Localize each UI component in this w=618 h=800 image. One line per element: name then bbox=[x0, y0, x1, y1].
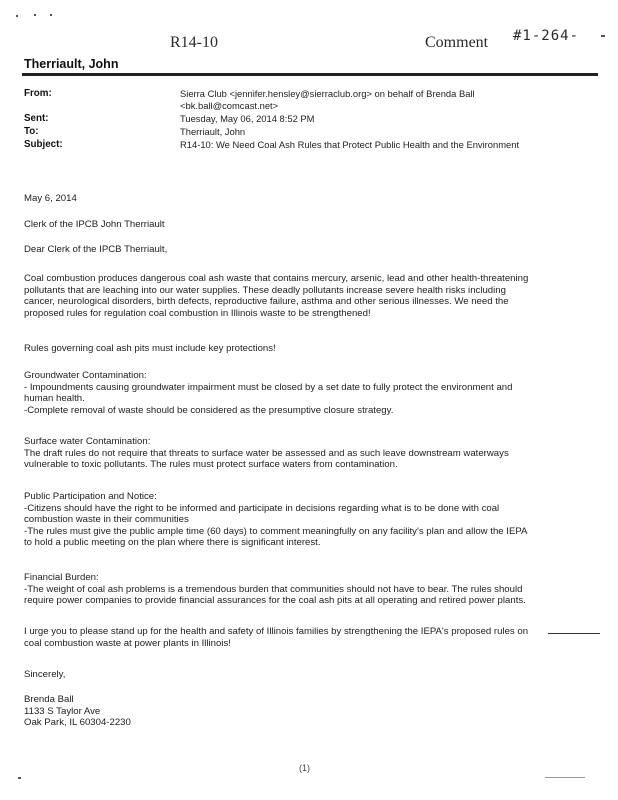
comment-label-stamp: Comment bbox=[425, 34, 489, 51]
signer-name: Brenda Ball bbox=[24, 694, 74, 705]
signer-city: Oak Park, IL 60304-2230 bbox=[24, 717, 131, 729]
header-divider bbox=[22, 73, 598, 76]
groundwater-line: -Complete removal of waste should be considered as the presumptive closure strategy. bbox=[24, 404, 394, 416]
signature-block bbox=[24, 694, 589, 729]
scan-speck bbox=[18, 777, 21, 779]
financial-burden-heading: Financial Burden: bbox=[24, 572, 99, 583]
surface-water-line: The draft rules do not require that threats to surface water be assessed and as such leave downstream waterways bbox=[24, 447, 509, 459]
groundwater-heading: Groundwater Contamination: bbox=[24, 370, 147, 381]
public-participation-line: -The rules must give the public ample time (60 days) to comment meaningfully on any facility's plan and allow the IEPA bbox=[24, 525, 528, 537]
public-participation-section bbox=[24, 491, 589, 549]
from-label: From: bbox=[24, 88, 52, 99]
scan-speck bbox=[16, 15, 18, 17]
intro-line: cancer, neurological disorders, birth defects, reproductive failure, asthma and other serious illnesses. We need the bbox=[24, 296, 509, 308]
sent-label: Sent: bbox=[24, 113, 49, 124]
financial-burden-line: -The weight of coal ash problems is a tremendous burden that communities should not have to bear. The rules should bbox=[24, 583, 523, 595]
letter-salutation: Dear Clerk of the IPCB Therriault, bbox=[24, 244, 168, 255]
intro-line: Coal combustion produces dangerous coal ash waste that contains mercury, arsenic, lead and other health-threatening bbox=[24, 273, 529, 284]
signature-underline bbox=[548, 633, 600, 634]
page-number: (1) bbox=[299, 763, 310, 773]
groundwater-line: human health. bbox=[24, 393, 85, 405]
case-number-stamp: R14-10 bbox=[170, 34, 218, 51]
groundwater-line: - Impoundments causing groundwater impairment must be closed by a set date to fully protect the environment and bbox=[24, 381, 513, 393]
groundwater-section bbox=[24, 370, 589, 416]
signer-street: 1133 S Taylor Ave bbox=[24, 705, 101, 717]
closing-paragraph bbox=[24, 626, 589, 649]
public-participation-line: to hold a public meeting on the plan where there is significant interest. bbox=[24, 537, 321, 549]
letter-recipient: Clerk of the IPCB John Therriault bbox=[24, 219, 165, 230]
surface-water-heading: Surface water Contamination: bbox=[24, 436, 151, 447]
surface-water-line: vulnerable to toxic pollutants. The rules must protect surface waters from contamination. bbox=[24, 459, 398, 471]
from-value-email: <bk.ball@comcast.net> bbox=[180, 100, 279, 111]
sender-name: Therriault, John bbox=[24, 57, 119, 71]
intro-line: pollutants that are leaching into our water supplies. These deadly pollutants increase severe health risks including bbox=[24, 284, 506, 296]
closing-line: I urge you to please stand up for the health and safety of Illinois families by strengthening the IEPA's proposed rules on bbox=[24, 626, 529, 637]
surface-water-section bbox=[24, 436, 589, 471]
scan-speck bbox=[545, 777, 585, 778]
from-value: Sierra Club <jennifer.hensley@sierraclub.org> on behalf of Brenda Ball bbox=[180, 88, 475, 99]
scan-speck bbox=[50, 14, 52, 16]
intro-paragraph bbox=[24, 273, 589, 319]
financial-burden-section bbox=[24, 572, 589, 607]
public-participation-line: combustion waste in their communities bbox=[24, 514, 189, 526]
letter-date: May 6, 2014 bbox=[24, 193, 77, 204]
closing-line: coal combustion waste at power plants in Illinois! bbox=[24, 637, 231, 649]
scan-speck bbox=[601, 35, 605, 37]
rules-intro: Rules governing coal ash pits must include key protections! bbox=[24, 343, 276, 354]
intro-line: proposed rules for regulation coal combustion in Illinois waste to be strengthened! bbox=[24, 307, 371, 319]
public-participation-heading: Public Participation and Notice: bbox=[24, 491, 157, 502]
subject-label: Subject: bbox=[24, 139, 63, 150]
signoff: Sincerely, bbox=[24, 669, 66, 680]
subject-value: R14-10: We Need Coal Ash Rules that Protect Public Health and the Environment bbox=[180, 139, 520, 150]
comment-number-stamp: #1-264- bbox=[513, 28, 580, 44]
to-value: Therriault, John bbox=[180, 126, 246, 137]
scan-speck bbox=[34, 14, 36, 16]
sent-value: Tuesday, May 06, 2014 8:52 PM bbox=[180, 113, 315, 124]
public-participation-line: -Citizens should have the right to be informed and participate in decisions regarding what is to be done with coal bbox=[24, 502, 500, 514]
to-label: To: bbox=[24, 126, 39, 137]
financial-burden-line: require power companies to provide financial assurances for the coal ash pits at all operating and retired power plants. bbox=[24, 595, 526, 607]
